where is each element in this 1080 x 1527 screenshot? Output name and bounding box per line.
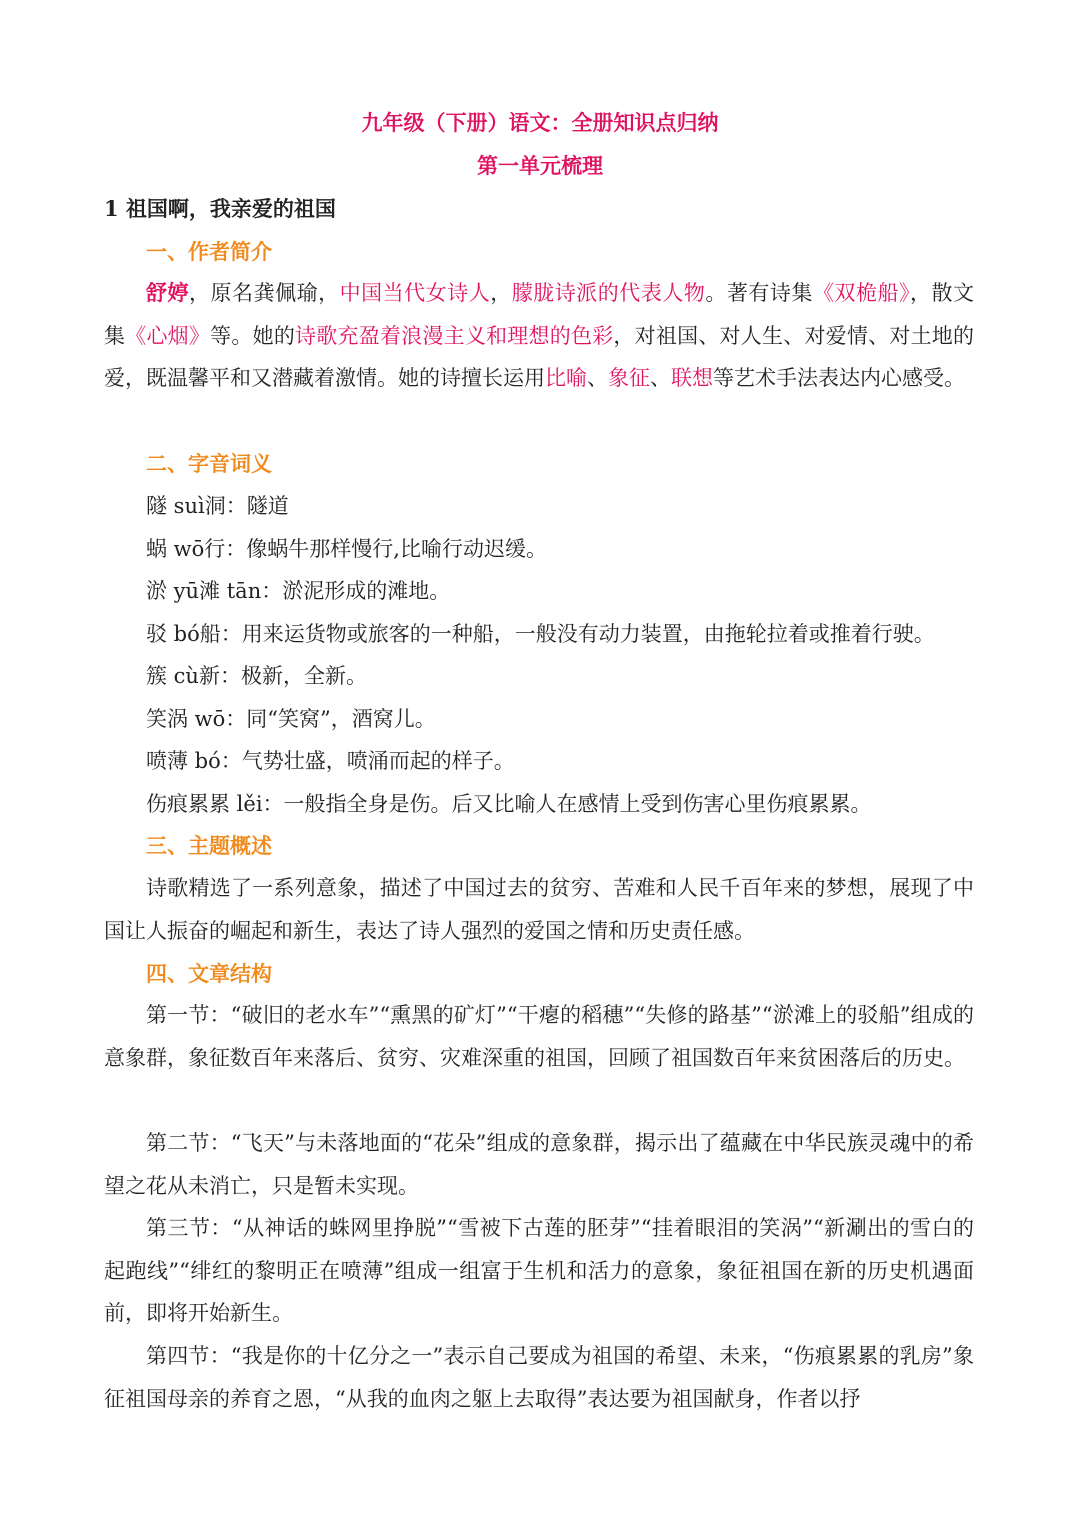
text-run: 。著有诗集 bbox=[705, 281, 813, 305]
highlight-text: 诗歌充盈着浪漫主义和理想的色彩 bbox=[295, 323, 614, 348]
vocab-item: 隧 suì洞：隧道 bbox=[146, 494, 289, 518]
structure-paragraph: 第二节：“飞天”与未落地面的“花朵”组成的意象群，揭示出了蕴藏在中华民族灵魂中的希望之花从未消亡，只是暂未实现。 bbox=[104, 1131, 974, 1198]
section-heading-pronunciation: 二、字音词义 bbox=[146, 451, 272, 476]
text-run: 等艺术手法表达内心感受。 bbox=[713, 366, 965, 391]
section-heading-structure: 四、文章结构 bbox=[146, 961, 272, 986]
author-name: 舒婷 bbox=[146, 280, 190, 305]
page-title: 九年级（下册）语文：全册知识点归纳 bbox=[361, 110, 719, 135]
vocab-item: 淤 yū滩 tān：淤泥形成的滩地。 bbox=[146, 579, 451, 603]
vocab-item: 笑涡 wō：同“笑窝”，酒窝儿。 bbox=[146, 707, 436, 731]
unit-subtitle: 第一单元梳理 bbox=[477, 153, 603, 178]
vocab-item: 伤痕累累 lěi：一般指全身是伤。后又比喻人在感情上受到伤害心里伤痕累累。 bbox=[146, 792, 872, 816]
highlight-text: 《心烟》 bbox=[125, 323, 211, 348]
structure-paragraph: 第三节：“从神话的蛛网里挣脱”“雪被下古莲的胚芽”“挂着眼泪的笑涡”“新涮出的雪白的起跑线”“绯红的黎明正在喷薄”组成一组富于生机和活力的意象，象征祖国在新的历史机遇面前，即将开始新生。 bbox=[104, 1216, 974, 1326]
text-run: 、 bbox=[587, 366, 608, 391]
structure-paragraph: 第一节：“破旧的老水车”“熏黑的矿灯”“干瘪的稻穗”“失修的路基”“淤滩上的驳船”组成的意象群，象征数百年来落后、贫穷、灾难深重的祖国，回顾了祖国数百年来贫困落后的历史。 bbox=[104, 1003, 974, 1070]
highlight-text: 比喻 bbox=[545, 366, 587, 391]
highlight-text: 象征 bbox=[608, 366, 650, 391]
text-run: ，散文集 bbox=[104, 281, 975, 348]
theme-paragraph: 诗歌精选了一系列意象，描述了中国过去的贫穷、苦难和人民千百年来的梦想，展现了中国让人振奋的崛起和新生，表达了诗人强烈的爱国之情和历史责任感。 bbox=[104, 876, 974, 943]
section-heading-theme: 三、主题概述 bbox=[146, 833, 272, 858]
vocab-item: 簇 cù新：极新，全新。 bbox=[146, 664, 367, 688]
highlight-text: 联想 bbox=[671, 366, 713, 391]
vocab-item: 喷薄 bó：气势壮盛，喷涌而起的样子。 bbox=[146, 749, 515, 773]
highlight-text: 《双桅船》 bbox=[812, 281, 911, 305]
structure-paragraph: 第四节：“我是你的十亿分之一”表示自己要成为祖国的希望、未来，“伤痕累累的乳房”象征祖国母亲的养育之恩，“从我的血肉之躯上去取得”表达要为祖国献身，作者以抒 bbox=[104, 1344, 974, 1411]
text-run: ，对祖国、对人生、对爱情、对土地的爱，既温馨平和又潜藏着激情。她的诗擅长运用 bbox=[104, 323, 975, 391]
highlight-text: 中国当代女诗人 bbox=[339, 281, 491, 305]
text-run: 等。她的 bbox=[210, 323, 296, 348]
author-intro-paragraph bbox=[104, 272, 974, 400]
text-run: 、 bbox=[650, 366, 671, 391]
vocab-item: 蜗 wō行：像蜗牛那样慢行,比喻行动迟缓。 bbox=[146, 537, 547, 561]
section-heading-author: 一、作者简介 bbox=[146, 239, 272, 264]
text-run: ，原名龚佩瑜， bbox=[189, 281, 340, 305]
lesson-title: 1 祖国啊，我亲爱的祖国 bbox=[104, 196, 336, 221]
vocab-item: 驳 bó船：用来运货物或旅客的一种船，一般没有动力装置，由拖轮拉着或推着行驶。 bbox=[146, 622, 935, 646]
text-run: ， bbox=[490, 281, 512, 305]
highlight-text: 朦胧诗派的代表人物 bbox=[511, 281, 706, 305]
